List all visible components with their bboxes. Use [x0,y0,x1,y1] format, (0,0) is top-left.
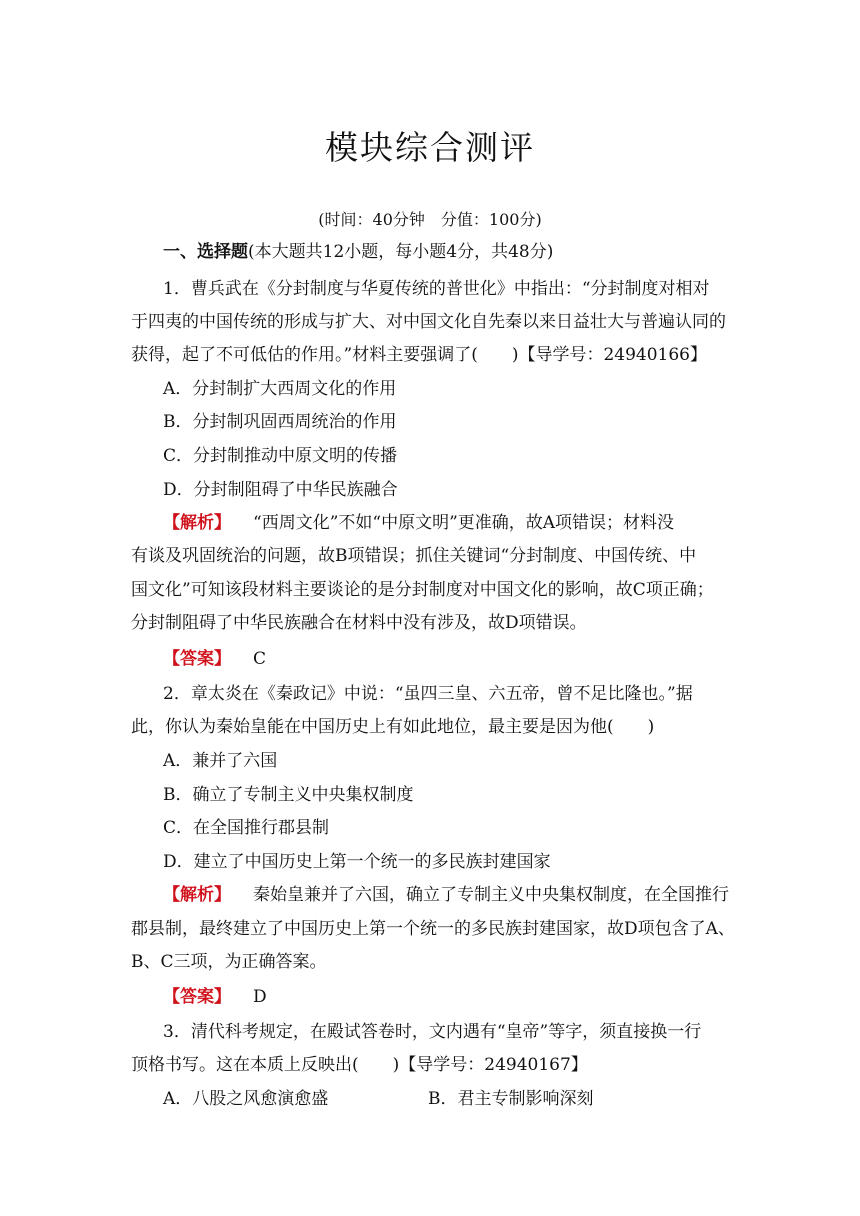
q2-analysis-line [163,884,763,906]
page-title: 模块综合测评 [325,128,535,167]
section-desc: (本大题共12小题，每小题4分，共48分) [248,242,554,262]
q2-option-b: B．确立了专制主义中央集权制度 [163,785,414,805]
q2-option-a: A．兼并了六国 [163,751,278,771]
q2-stem-line: 2．章太炎在《秦政记》中说：“虽四三皇、六五帝，曾不足比隆也。”据 [163,684,693,704]
q2-answer-line [163,986,763,1008]
q1-stem-line: 获得，起了不可低估的作用。”材料主要强调了( )【导学号：24940166】 [131,345,707,365]
q1-analysis-text: “西周文化”不如“中原文明”更准确，故A项错误；材料没 [253,513,675,533]
q1-answer: C [253,649,267,669]
q2-analysis-line: 郡县制，最终建立了中国历史上第一个统一的多民族封建国家，故D项包含了A、 [131,919,735,939]
q2-analysis-line: B、C三项，为正确答案。 [131,952,327,972]
exam-meta: (时间：40分钟 分值：100分) [318,210,542,229]
answer-tag: 【答案】 [163,649,231,669]
q1-analysis-line: 有谈及巩固统治的问题，故B项错误；抓住关键词“分封制度、中国传统、中 [131,546,697,566]
q3-stem-line: 3．清代科考规定，在殿试答卷时，文内遇有“皇帝”等字，须直接换一行 [163,1022,702,1042]
q3-stem-line: 顶格书写。这在本质上反映出( )【导学号：24940167】 [131,1055,588,1075]
section-heading [163,241,763,263]
analysis-tag: 【解析】 [163,513,231,533]
section-label: 一、选择题 [163,242,248,262]
q1-option-a: A．分封制扩大西周文化的作用 [163,379,397,399]
q1-option-d: D．分封制阻碍了中华民族融合 [163,480,398,500]
q1-option-c: C．分封制推动中原文明的传播 [163,446,398,466]
q1-stem-line: 于四夷的中国传统的形成与扩大、对中国文化自先秦以来日益壮大与普遍认同的 [131,312,726,332]
q1-analysis-line [163,512,763,534]
answer-tag: 【答案】 [163,987,231,1007]
q2-stem-line: 此，你认为秦始皇能在中国历史上有如此地位，最主要是因为他( ) [131,717,655,737]
q2-option-d: D．建立了中国历史上第一个统一的多民族封建国家 [163,852,551,872]
q2-analysis-text: 秦始皇兼并了六国，确立了专制主义中央集权制度，在全国推行 [253,885,729,905]
q1-option-b: B．分封制巩固西周统治的作用 [163,412,397,432]
q3-option-b: B．君主专制影响深刻 [428,1089,594,1109]
q1-analysis-line: 国文化”可知该段材料主要谈论的是分封制度对中国文化的影响，故C项正确； [131,580,714,600]
q3-option-a: A．八股之风愈演愈盛 [163,1089,329,1109]
analysis-tag: 【解析】 [163,885,231,905]
q1-stem-line: 1．曹兵武在《分封制度与华夏传统的普世化》中指出：“分封制度对相对 [163,279,710,299]
q1-analysis-line: 分封制阻碍了中华民族融合在材料中没有涉及，故D项错误。 [131,613,587,633]
q2-option-c: C．在全国推行郡县制 [163,818,330,838]
q2-answer: D [253,987,267,1007]
q1-answer-line [163,648,763,670]
